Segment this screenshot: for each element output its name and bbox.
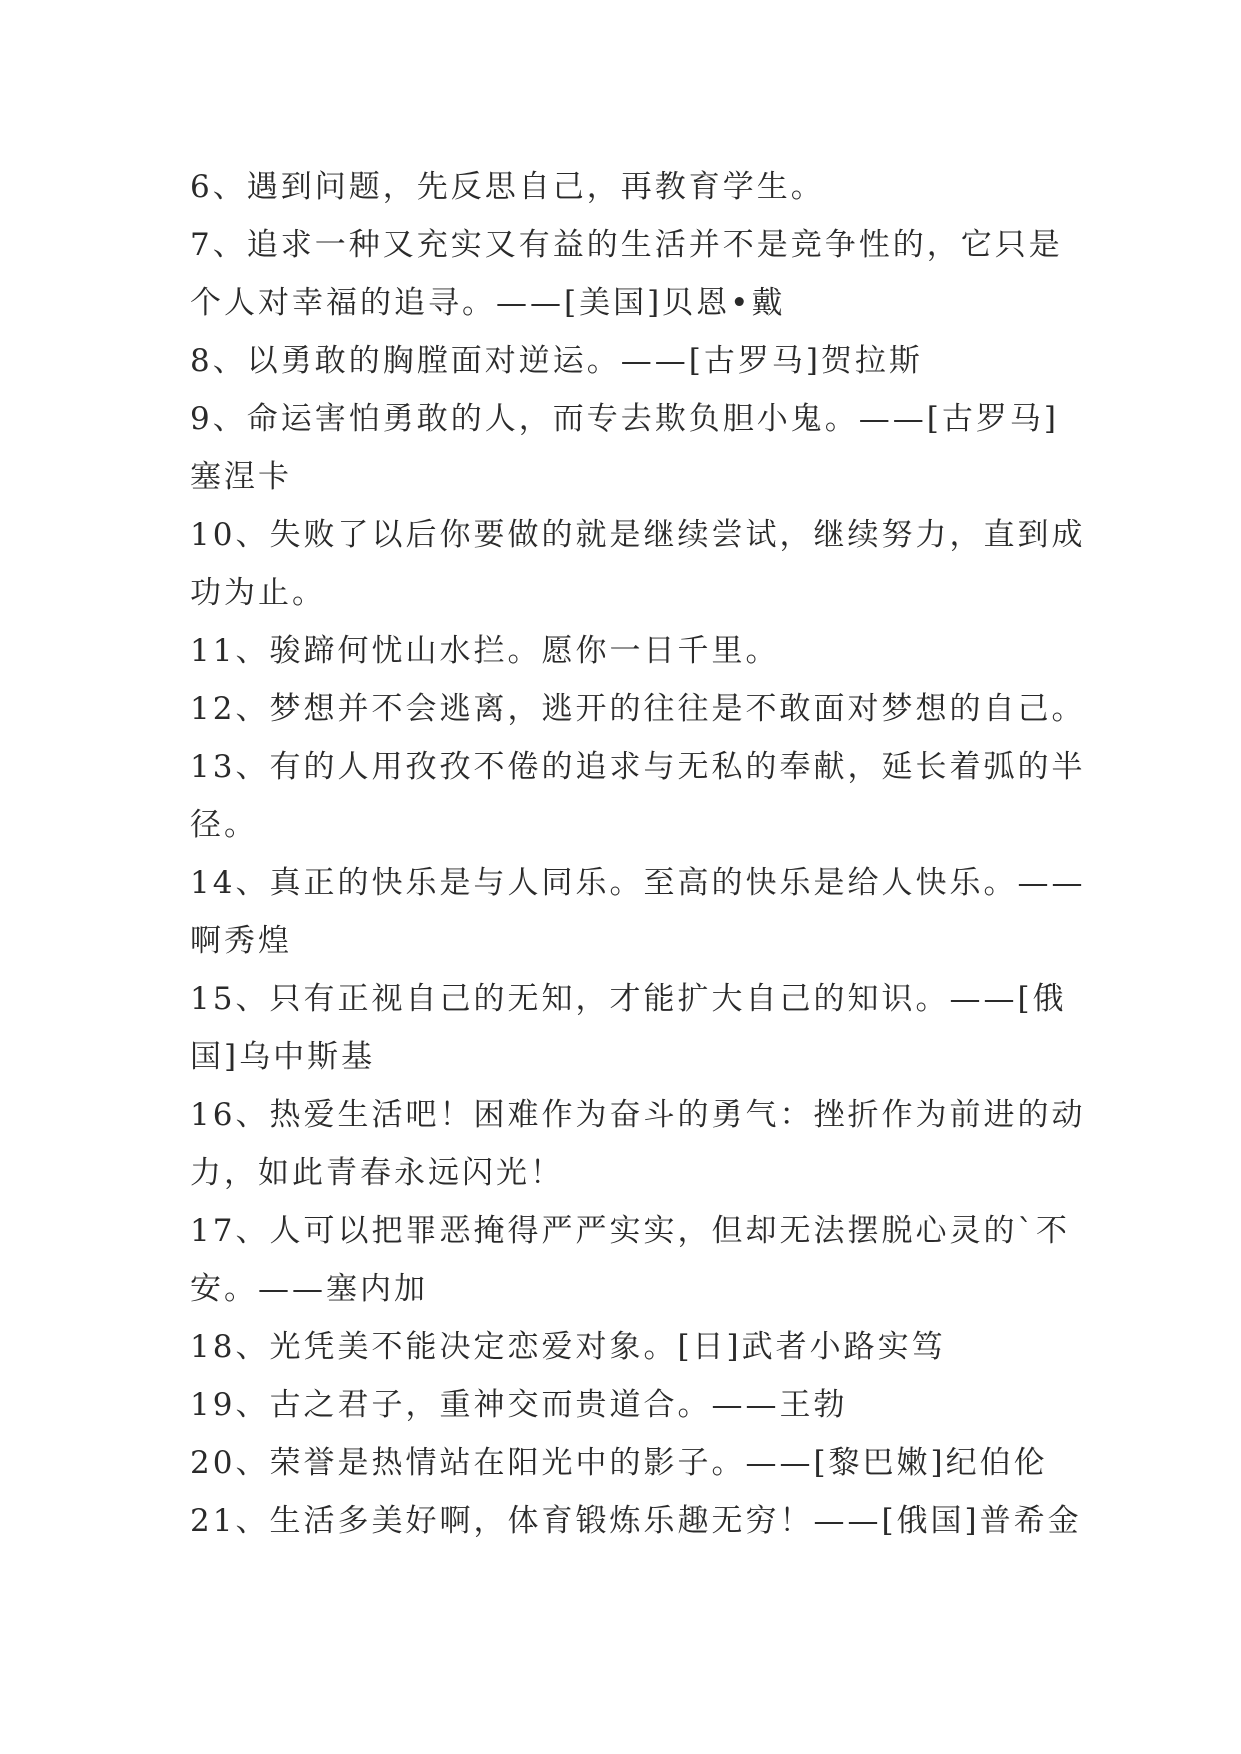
text-line: 14、真正的快乐是与人同乐。至高的快乐是给人快乐。—— xyxy=(190,865,1086,901)
text-line: 8、以勇敢的胸膛面对逆运。——[古罗马]贺拉斯 xyxy=(190,343,923,379)
text-line: 啊秀煌 xyxy=(190,923,292,959)
text-line: 塞涅卡 xyxy=(190,459,292,495)
text-line: 11、骏蹄何忧山水拦。愿你一日千里。 xyxy=(190,633,780,669)
text-line: 国]乌中斯基 xyxy=(190,1039,376,1075)
text-line: 19、古之君子，重神交而贵道合。——王勃 xyxy=(190,1387,848,1423)
text-line: 个人对幸福的追寻。——[美国]贝恩•戴 xyxy=(190,285,786,321)
text-line: 20、荣誉是热情站在阳光中的影子。——[黎巴嫩]纪伯伦 xyxy=(190,1445,1048,1481)
text-line: 15、只有正视自己的无知，才能扩大自己的知识。——[俄 xyxy=(190,981,1067,1017)
text-line: 10、失败了以后你要做的就是继续尝试，继续努力，直到成 xyxy=(190,517,1086,553)
text-line: 7、追求一种又充实又有益的生活并不是竞争性的，它只是 xyxy=(190,227,1063,263)
text-line: 功为止。 xyxy=(190,575,326,611)
text-line: 6、遇到问题，先反思自己，再教育学生。 xyxy=(190,169,825,205)
text-line: 力，如此青春永远闪光！ xyxy=(190,1155,564,1191)
text-line: 安。——塞内加 xyxy=(190,1271,428,1307)
quote-list xyxy=(190,158,1086,1550)
text-line: 16、热爱生活吧！困难作为奋斗的勇气：挫折作为前进的动 xyxy=(190,1097,1086,1133)
text-line: 13、有的人用孜孜不倦的追求与无私的奉献，延长着弧的半 xyxy=(190,749,1086,785)
text-line: 径。 xyxy=(190,807,258,843)
text-line: 21、生活多美好啊，体育锻炼乐趣无穷！——[俄国]普希金 xyxy=(190,1503,1082,1539)
text-line: 9、命运害怕勇敢的人，而专去欺负胆小鬼。——[古罗马] xyxy=(190,401,1059,437)
text-line: 12、梦想并不会逃离，逃开的往往是不敢面对梦想的自己。 xyxy=(190,691,1086,727)
text-line: 18、光凭美不能决定恋爱对象。[日]武者小路实笃 xyxy=(190,1329,946,1365)
text-line: 17、人可以把罪恶掩得严严实实，但却无法摆脱心灵的`不 xyxy=(190,1213,1070,1249)
